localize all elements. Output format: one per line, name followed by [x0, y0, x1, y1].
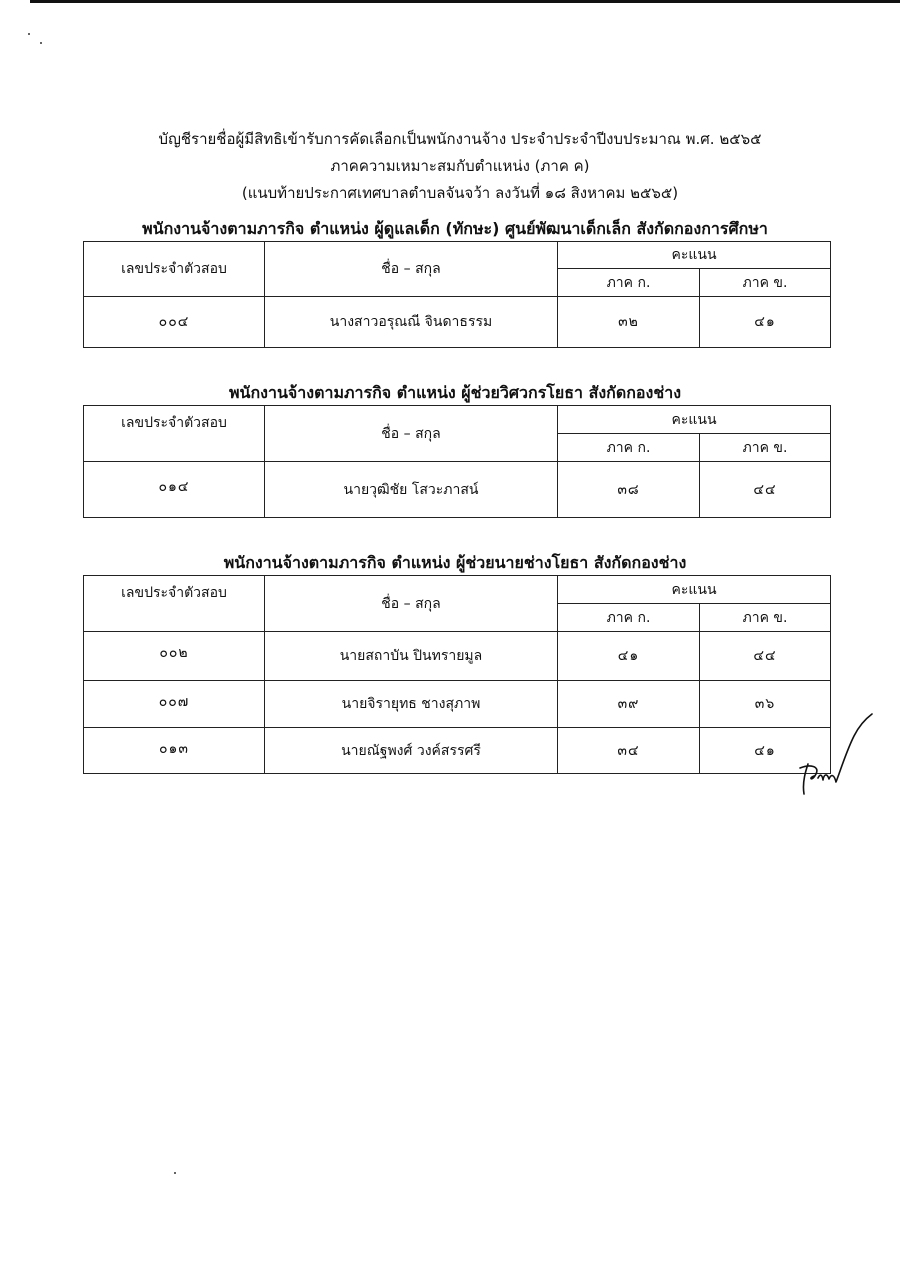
score-part-b: ๔๔	[700, 632, 831, 681]
score-part-b: ๔๑	[700, 728, 831, 774]
column-header-id: เลขประจำตัวสอบ	[84, 576, 265, 632]
exam-id: ๐๐๔	[84, 297, 265, 348]
column-header-part-a: ภาค ก.	[558, 604, 700, 632]
column-header-part-b: ภาค ข.	[700, 269, 831, 297]
column-header-part-a: ภาค ก.	[558, 434, 700, 462]
column-header-score: คะแนน	[558, 242, 831, 269]
column-header-name: ชื่อ – สกุล	[265, 406, 558, 462]
candidate-name: นายณัฐพงศ์ วงค์สรรศรี	[265, 728, 558, 774]
score-part-a: ๓๔	[558, 728, 700, 774]
table-row	[84, 728, 831, 774]
column-header-score: คะแนน	[558, 576, 831, 604]
header-title: บัญชีรายชื่อผู้มีสิทธิเข้ารับการคัดเลือกเป็นพนักงานจ้าง ประจำประจำปีงบประมาณ พ.ศ. ๒๕๖๕	[158, 130, 762, 148]
scan-top-edge	[30, 0, 900, 3]
score-part-b: ๔๑	[700, 297, 831, 348]
scan-speck	[174, 1172, 176, 1174]
score-table	[83, 241, 831, 348]
scan-speck	[40, 42, 42, 44]
column-header-part-a: ภาค ก.	[558, 269, 700, 297]
table-row	[84, 297, 831, 348]
column-header-name: ชื่อ – สกุล	[265, 576, 558, 632]
candidate-name: นายจิรายุทธ ชางสุภาพ	[265, 681, 558, 728]
score-part-b: ๔๔	[700, 462, 831, 518]
exam-id: ๐๑๓	[84, 728, 265, 774]
header-annex-note: (แนบท้ายประกาศเทศบาลตำบลจันจว้า ลงวันที่ ๑๘ สิงหาคม ๒๕๖๕)	[241, 184, 679, 202]
table-row	[84, 681, 831, 728]
column-header-id: เลขประจำตัวสอบ	[84, 242, 265, 297]
signature-icon	[794, 712, 890, 806]
candidate-name: นายวุฒิชัย โสวะภาสน์	[265, 462, 558, 518]
score-part-a: ๓๒	[558, 297, 700, 348]
score-part-a: ๓๙	[558, 681, 700, 728]
score-part-a: ๓๘	[558, 462, 700, 518]
column-header-score: คะแนน	[558, 406, 831, 434]
scan-speck	[28, 33, 30, 35]
header-subtitle: ภาคความเหมาะสมกับตำแหน่ง (ภาค ค)	[330, 157, 590, 175]
section-title: พนักงานจ้างตามภารกิจ ตำแหน่ง ผู้ช่วยวิศวกรโยธา สังกัดกองช่าง	[228, 383, 682, 402]
score-part-b: ๓๖	[700, 681, 831, 728]
column-header-id: เลขประจำตัวสอบ	[84, 406, 265, 462]
table-row	[84, 632, 831, 681]
section-title: พนักงานจ้างตามภารกิจ ตำแหน่ง ผู้ช่วยนายช่างโยธา สังกัดกองช่าง	[223, 553, 687, 572]
candidate-name: นายสถาบัน ปินทรายมูล	[265, 632, 558, 681]
column-header-name: ชื่อ – สกุล	[265, 242, 558, 297]
column-header-part-b: ภาค ข.	[700, 434, 831, 462]
candidate-name: นางสาวอรุณณี จินดาธรรม	[265, 297, 558, 348]
exam-id: ๐๑๔	[84, 462, 265, 518]
score-table	[83, 405, 831, 518]
score-part-a: ๔๑	[558, 632, 700, 681]
score-table	[83, 575, 831, 774]
exam-id: ๐๐๒	[84, 632, 265, 681]
column-header-part-b: ภาค ข.	[700, 604, 831, 632]
section-title: พนักงานจ้างตามภารกิจ ตำแหน่ง ผู้ดูแลเด็ก (ทักษะ) ศูนย์พัฒนาเด็กเล็ก สังกัดกองการศึกษา	[142, 219, 768, 238]
exam-id: ๐๐๗	[84, 681, 265, 728]
table-row	[84, 462, 831, 518]
document-header	[80, 126, 840, 207]
